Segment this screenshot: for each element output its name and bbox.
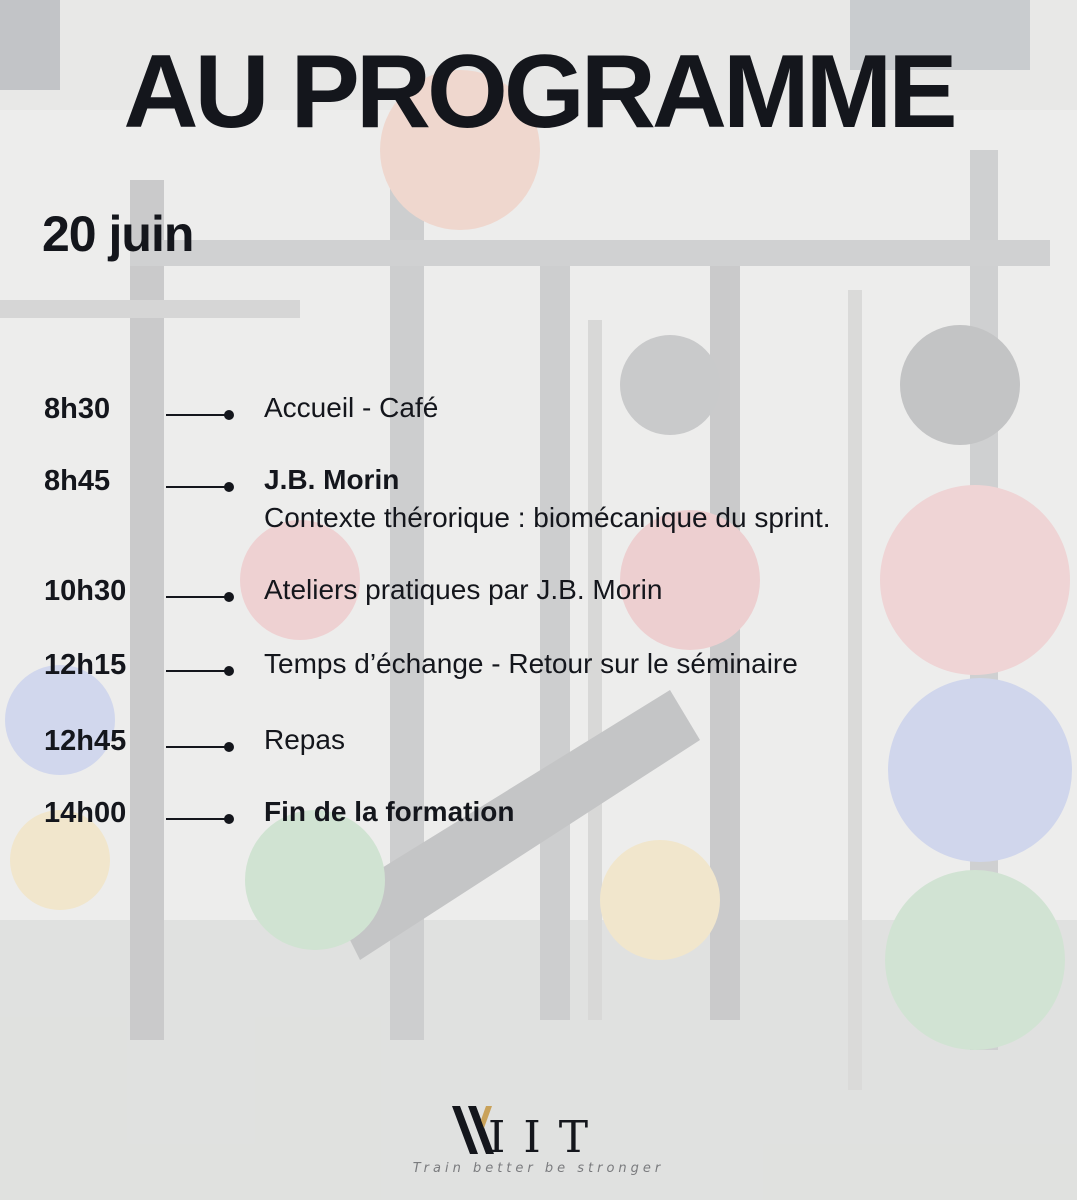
timeline-connector <box>166 666 234 676</box>
schedule-time: 8h45 <box>44 465 111 497</box>
timeline-connector <box>166 482 234 492</box>
brand-tagline: Train better be stronger <box>412 1161 665 1176</box>
schedule-event: Repas <box>264 724 345 755</box>
schedule-time: 12h45 <box>44 725 127 757</box>
timeline-connector <box>166 410 234 420</box>
schedule-time: 14h00 <box>44 797 127 829</box>
schedule-row <box>0 649 1077 719</box>
schedule-time: 10h30 <box>44 575 127 607</box>
timeline-connector <box>166 742 234 752</box>
schedule-event: Temps d’échange - Retour sur le séminaire <box>264 648 798 679</box>
brand-wordmark: IIT <box>488 1112 607 1163</box>
timeline-connector <box>166 814 234 824</box>
schedule-event-block <box>264 461 831 537</box>
schedule-time: 12h15 <box>44 649 127 681</box>
schedule-time: 8h30 <box>44 393 111 425</box>
schedule-event: Accueil - Café <box>264 392 439 423</box>
event-date: 20 juin <box>42 206 194 262</box>
schedule-event-subtitle: Contexte thérorique : biomécanique du sprint. <box>264 502 831 533</box>
schedule-event: Fin de la formation <box>264 796 515 827</box>
timeline-connector <box>166 592 234 602</box>
schedule-event: J.B. Morin <box>264 464 400 495</box>
schedule-row <box>0 797 1077 867</box>
page-title: AU PROGRAMME <box>123 34 954 150</box>
schedule-row <box>0 393 1077 463</box>
schedule-row <box>0 725 1077 795</box>
schedule-row <box>0 465 1077 555</box>
schedule-row <box>0 575 1077 645</box>
schedule-event: Ateliers pratiques par J.B. Morin <box>264 574 663 605</box>
